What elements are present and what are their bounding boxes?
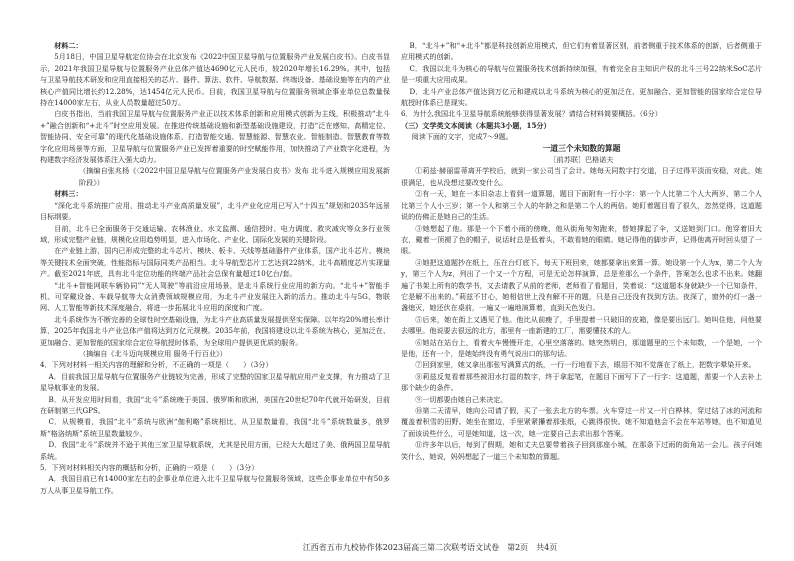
- paragraph: “深化北斗系统推广应用，推动北斗产业高质量发展”，北斗产业化应用已写入“十四五”规划和2035年远景目标纲要。: [40, 200, 390, 222]
- question-5-option-b: B．“北斗+”和“+北斗”都是科技创新应用模式，但它们有着显著区别，前者侧重于技术体系的创新，后者侧重于应用模式的创新。: [401, 41, 762, 62]
- page-footer: 江西省五市九校协作体2023届高三第二次联考语文试卷 第2页 共4页: [302, 543, 558, 552]
- paragraph: “北斗+智能网联车辆协同”“无人驾驶”等前沿应用场景，是北斗系统行业应用的新方向。“北斗+”智能手机、可穿戴设备、车载导航等大众消费领域规模应用，为北斗产业发展注入新的活力。推动北斗与5G、物联网、人工智能等新技术深度融合，将进一步拓展北斗应用的深度和广度。: [40, 280, 390, 313]
- material-label: 材料三：: [54, 189, 83, 199]
- question-5-option-a: A．我国目前已有14000家左右的企事业单位进入北斗卫星导航与位置服务领域，这些企事业单位中有50多万人从事卫星导航工作。: [40, 474, 390, 495]
- question-4-option-d: D．我国“北斗”系统并不逊于其他三家卫星导航系统，尤其是民用方面，已经大大超过了美、俄两国卫星导航系统。: [40, 440, 390, 461]
- story-paragraph: ⑩第二天清早，她向公司请了假，买了一张去北方的车票。火车穿过一片又一片白桦林，穿过结了冰的河流和覆盖着积雪的田野。她坐在窗边，手里紧紧攥着那张纸，心跳得很快。她不知道他会不会在车站等她，也不知道见了面该说些什么，可是她知道，这一次，她一定要自己去求出那个答案。: [401, 406, 762, 438]
- source-note: （摘编自张兆杨《〈2022中国卫星导航与位置服务产业发展白皮书〉发布 北斗进入规模应用发展新阶段》）: [79, 166, 390, 187]
- story-paragraph: ④她把这道题抄在纸上，压在台灯底下。每天下班回来，她都要拿出来算一算。她设第一个人为x，第二个人为y，第三个人为z，列出了一个又一个方程，可是无论怎样演算，总是差那么一个条件，答案怎么也求不出来。她翻遍了书架上所有的数学书，又去请教了从前的老师，老师看了看题目，笑着说：“这道题本身就缺少一个已知条件，它是解不出来的。”莉兹不甘心，她相信世上没有解不开的题，只是自己还没有找到方法。夜深了，窗外的灯一盏一盏熄灭，她还伏在桌前，一遍又一遍地演算着，直到天色发白。: [401, 257, 762, 313]
- story-paragraph: ⑥她站在站台上，看着火车慢慢开走，心里空落落的。她突然明白，那道题里的三个未知数，一个是她，一个是他，还有一个，是她始终没有勇气说出口的那句话。: [401, 337, 762, 358]
- paragraph: 在产业链上游，国内已形成完整的北斗芯片、模块、板卡、天线等基础器件产业体系，国产北斗芯片、模块等关键技术全面突破，性能指标与国际同类产品相当。北斗导航型芯片工艺达到22纳米，北斗高精度芯片实现量产。截至2021年底，具有北斗定位功能的终端产品社会总保有量超过10亿台/套。: [40, 246, 390, 279]
- material-label: 材料二：: [54, 41, 83, 50]
- question-5-option-c: C．我国以北斗为核心的导航与位置服务技术创新持续加强，有着完全自主知识产权的北斗三号22纳米SoC芯片是一项重大应用成果。: [401, 63, 762, 85]
- paragraph: 目前，北斗已全面服务于交通运输、农林渔业、水文监测、通信授时、电力调度、救灾减灾等众多行业领域，形成完整产业链，规模化应用趋势明显，进入市场化、产业化、国际化发展的关键阶段。: [40, 223, 390, 244]
- section-instruction: 阅读下面的文字，完成7～9题。: [411, 132, 513, 142]
- paragraph: 白皮书指出，当前我国卫星导航与位置服务产业正以技术体系创新和应用模式创新为主线，积极推动“北斗+”融合创新和“+北斗”时空应用发展。在推进传统基础设施和新型基础设施建设，打造“泛在感知、高精定位、智能协同、安全可靠”的现代化基础设施体系，打造智能交通、智慧能源、智慧农业、智能制造、智慧教育等数字化应用场景等方面，卫星导航与位置服务产业已发挥着重要的时空赋能作用，加快推动了产业数字化进程，为构建数字经济发展体系注入强大动力。: [40, 109, 390, 165]
- story-paragraph: ⑧莉兹反复看着那些被泪水打湿的数字，终于拿起笔，在题目下面写下了一行字：这道题，需要一个人去补上那个缺少的条件。: [401, 371, 762, 393]
- story-author: ［前苏联］巴格诺夫: [549, 155, 614, 165]
- story-paragraph: ⑪许多年以后，每到了假期，她和丈夫总要带着孩子回到那座小城，在那条下过雨的街角站一会儿。孩子问她笑什么，她说，妈妈想起了一道三个未知数的算题。: [401, 440, 762, 461]
- left-column: [40, 40, 390, 540]
- question-4-option-c: C．从规模看，我国“北斗”系统与欧洲“伽利略”系统相比，从卫星数量看，我国“北斗”系统数量多，俄罗斯“格洛纳斯”系统卫星数量较少。: [40, 417, 390, 438]
- question-4: 4．下列对材料一相关内容的理解和分析，不正确的一项是（ ）（3分）: [40, 360, 273, 370]
- question-6: 6．为什么我国北斗卫星导航系统能够获得显著发展？请结合材料简要概括。（6分）: [401, 109, 662, 119]
- paragraph: 北斗系统作为不断完善的全球性时空基础设施，为北斗产业高质量发展提供坚实保障。以年均20%增长率计算，2025年我国北斗产业总体产值将达到万亿元规模。2035年前，我国将建设以北斗系统为核心，更加泛在、更加融合、更加智能的国家综合定位导航授时体系，为全球用户提供更优质的服务。: [40, 314, 390, 347]
- question-5: 5．下列对材料相关内容的概括和分析，正确的一项是（ ）（3分）: [40, 463, 259, 473]
- source-note: （摘编自《北斗迈向规模应用 服务千行百业》）: [79, 348, 227, 358]
- story-paragraph: ③她想起了他。那是一个下着小雨的傍晚，他从街角匆匆跑来，替她撑起了伞，又送她到门口。他穿着旧大衣，戴着一顶褪了色的帽子，说话时总是低着头，不敢看她的眼睛。她记得他的脚步声，记得他离开时回头望了一眼。: [401, 223, 762, 256]
- story-paragraph: ②有一天，她在一本旧杂志上看到一道算题，题目下面附有一行小字：第一个人比第二个人大两岁，第二个人比第三个人小三岁；第一个人和第三个人的年龄之和是第二个人的两倍。她盯着题目看了很久，忽然觉得，这道题说的仿佛正是她自己的生活。: [401, 189, 762, 222]
- question-4-option-b: B．从开发应用时间看，我国“北斗”系统晚于美国、俄罗斯和欧洲，美国在20世纪70年代就开始研发，目前在研制第三代GPS。: [40, 394, 390, 415]
- paragraph: 5月18日，中国卫星导航定位协会在北京发布《2022中国卫星导航与位置服务产业发展白皮书》。白皮书显示，2021年我国卫星导航与位置服务产业总体产值达4690亿元人民币，较2020年增长16.29%。其中，包括与卫星导航技术研发和应用直接相关的芯片、器件、算法、软件、导航数据、终端设备、基础设施等在内的产业核心产值同比增长约12.28%，达1454亿元人民币。目前，我国卫星导航与位置服务领域企事业单位总数量保持在14000家左右，从业人员数量超过50万。: [40, 52, 390, 108]
- story-title: 一道三个未知数的算题: [542, 143, 621, 153]
- question-4-option-a: A．目前我国卫星导航与位置服务产业链较为完善，形成了完整的国家卫星导航应用产业支撑，有力推动了卫星导航事业的发展。: [40, 371, 390, 393]
- story-paragraph: ⑦回到家里，她又拿出那张写满算式的纸，一行一行地看下去，眼泪不知不觉落在了纸上，把数字晕染开来。: [415, 360, 756, 370]
- story-paragraph: ⑤后来，她在街上又遇见了他。他比从前瘦了，手里提着一只破旧的皮箱，像是要出远门。她叫住他，问他要去哪里。他说要去很远的北方，那里有一座新建的工厂，需要懂技术的人。: [401, 314, 762, 336]
- section-heading: （三）文学类文本阅读（本题共3小题，15分）: [401, 120, 551, 130]
- right-column: [401, 40, 762, 540]
- question-5-option-d: D．北斗产业总体产值达到万亿元和建成以北斗系统为核心的更加泛在、更加融合、更加智能的国家综合定位导航授时体系已是现实。: [401, 86, 762, 108]
- story-paragraph: ⑨一切都要由她自己来决定。: [415, 394, 508, 404]
- story-paragraph: ①莉兹·赫丽雷蒂离开学校后，就到一家公司当了会计。她每天同数字打交道，日子过得平淡而安稳，对此，她很满足，也从没想过要改变什么。: [401, 166, 762, 187]
